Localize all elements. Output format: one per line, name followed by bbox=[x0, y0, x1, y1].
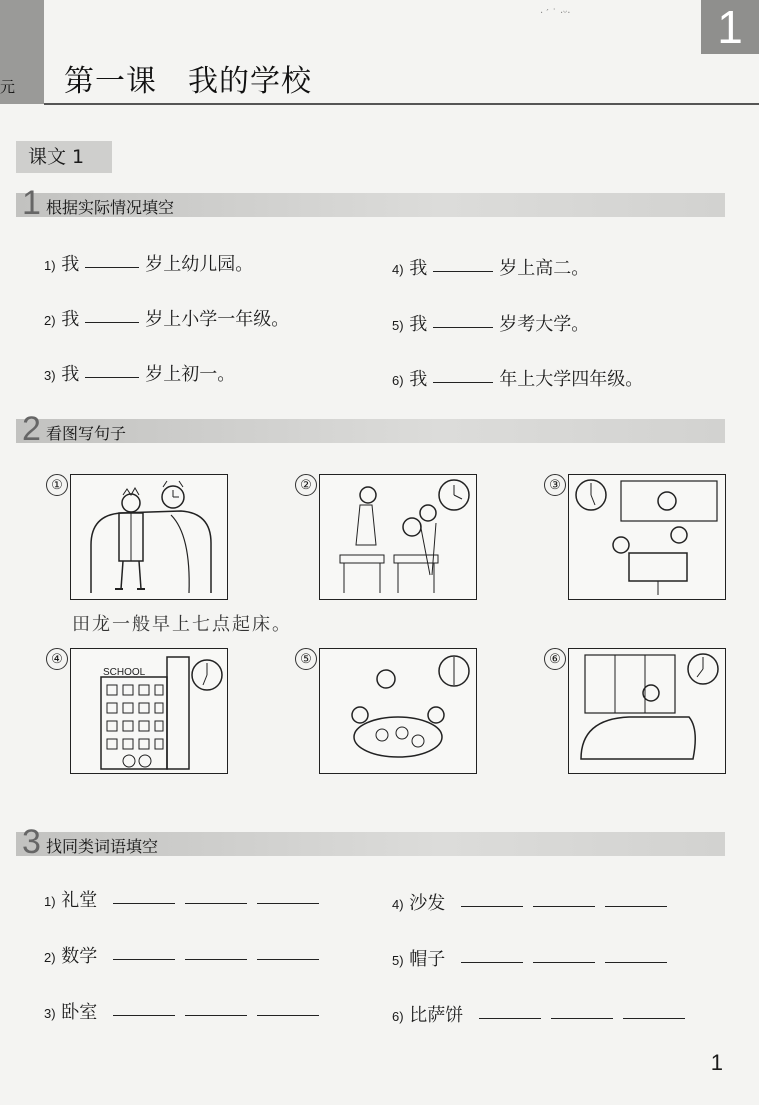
category-word: 礼堂 bbox=[61, 890, 98, 911]
picture-1-wake-up bbox=[70, 474, 228, 600]
item-number: 3) bbox=[44, 1006, 56, 1021]
item-suffix: 岁考大学。 bbox=[499, 314, 590, 335]
bedtime-illustration bbox=[569, 649, 725, 773]
wake-up-illustration bbox=[71, 475, 227, 599]
answer-blank[interactable] bbox=[551, 1017, 613, 1019]
answer-blank[interactable] bbox=[257, 902, 319, 904]
picture-4-school bbox=[70, 648, 228, 774]
unit-tab-text: 元 bbox=[0, 78, 16, 96]
dinner-illustration bbox=[569, 475, 725, 599]
category-word: 比萨饼 bbox=[409, 1005, 464, 1026]
answer-blank[interactable] bbox=[533, 961, 595, 963]
answer-blank[interactable] bbox=[85, 321, 139, 323]
answer-blank[interactable] bbox=[185, 958, 247, 960]
picture-marker-2: ② bbox=[295, 474, 317, 496]
lesson-title: 第一课 我的学校 bbox=[64, 64, 312, 99]
item-number: 4) bbox=[392, 897, 404, 912]
item-suffix: 岁上幼儿园。 bbox=[145, 254, 254, 275]
answer-blank[interactable] bbox=[461, 905, 523, 907]
item-suffix: 岁上初一。 bbox=[145, 364, 236, 385]
item-number: 3) bbox=[44, 368, 56, 383]
item-prefix: 我 bbox=[409, 314, 428, 335]
classroom-illustration bbox=[320, 475, 476, 599]
section-1-title: 根据实际情况填空 bbox=[46, 198, 175, 217]
section-2-header bbox=[16, 410, 725, 448]
fill-item-3 bbox=[44, 360, 235, 386]
item-number: 6) bbox=[392, 1009, 404, 1024]
picture-3-dinner bbox=[568, 474, 726, 600]
answer-blank[interactable] bbox=[623, 1017, 685, 1019]
category-word: 帽子 bbox=[409, 949, 446, 970]
category-word: 沙发 bbox=[409, 893, 446, 914]
unit-tab bbox=[0, 0, 44, 104]
item-prefix: 我 bbox=[61, 254, 80, 275]
answer-blank[interactable] bbox=[433, 270, 493, 272]
category-item-4 bbox=[392, 889, 667, 915]
item-number: 6) bbox=[392, 373, 404, 388]
answer-blank[interactable] bbox=[605, 905, 667, 907]
answer-blank[interactable] bbox=[257, 958, 319, 960]
category-item-2 bbox=[44, 942, 319, 968]
item-number: 4) bbox=[392, 262, 404, 277]
category-word: 卧室 bbox=[61, 1002, 98, 1023]
text-label: 课文 1 bbox=[16, 141, 112, 173]
fill-item-1 bbox=[44, 250, 253, 276]
picture-marker-3: ③ bbox=[544, 474, 566, 496]
fill-item-6 bbox=[392, 365, 643, 391]
picture-6-bedtime bbox=[568, 648, 726, 774]
item-number: 5) bbox=[392, 953, 404, 968]
section-1-header bbox=[16, 184, 725, 222]
item-prefix: 我 bbox=[61, 309, 80, 330]
item-suffix: 岁上小学一年级。 bbox=[145, 309, 290, 330]
item-suffix: 年上大学四年级。 bbox=[499, 369, 644, 390]
section-2-title: 看图写句子 bbox=[46, 424, 127, 443]
picture-5-lunch bbox=[319, 648, 477, 774]
lesson-number-badge: 1 bbox=[701, 0, 759, 54]
answer-blank[interactable] bbox=[113, 1014, 175, 1016]
category-item-6 bbox=[392, 1001, 685, 1027]
section-3-number: 3 bbox=[22, 823, 41, 861]
picture-marker-4: ④ bbox=[46, 648, 68, 670]
answer-blank[interactable] bbox=[85, 266, 139, 268]
section-3-header bbox=[16, 823, 725, 861]
section-3-title: 找同类词语填空 bbox=[46, 837, 159, 856]
category-item-3 bbox=[44, 998, 319, 1024]
answer-blank[interactable] bbox=[85, 376, 139, 378]
category-item-5 bbox=[392, 945, 667, 971]
item-prefix: 我 bbox=[61, 364, 80, 385]
item-number: 2) bbox=[44, 313, 56, 328]
answer-blank[interactable] bbox=[185, 902, 247, 904]
answer-blank[interactable] bbox=[605, 961, 667, 963]
answer-blank[interactable] bbox=[113, 902, 175, 904]
item-number: 1) bbox=[44, 258, 56, 273]
picture-marker-1: ① bbox=[46, 474, 68, 496]
item-suffix: 岁上高二。 bbox=[499, 258, 590, 279]
fill-item-5 bbox=[392, 310, 589, 336]
item-number: 1) bbox=[44, 894, 56, 909]
answer-blank[interactable] bbox=[257, 1014, 319, 1016]
item-prefix: 我 bbox=[409, 258, 428, 279]
scan-specks: · ′ ˙ ·ᵕ· bbox=[540, 8, 571, 19]
fill-item-2 bbox=[44, 305, 289, 331]
section-1-number: 1 bbox=[22, 184, 41, 222]
item-number: 5) bbox=[392, 318, 404, 333]
section-2-number: 2 bbox=[22, 410, 41, 448]
category-item-1 bbox=[44, 886, 319, 912]
answer-blank[interactable] bbox=[433, 381, 493, 383]
item-number: 2) bbox=[44, 950, 56, 965]
header-divider bbox=[44, 103, 759, 105]
page-number: 1 bbox=[710, 1050, 723, 1075]
fill-item-4 bbox=[392, 254, 589, 280]
answer-blank[interactable] bbox=[533, 905, 595, 907]
answer-blank[interactable] bbox=[185, 1014, 247, 1016]
picture-marker-6: ⑥ bbox=[544, 648, 566, 670]
answer-blank[interactable] bbox=[113, 958, 175, 960]
picture-2-classroom bbox=[319, 474, 477, 600]
answer-blank[interactable] bbox=[461, 961, 523, 963]
item-prefix: 我 bbox=[409, 369, 428, 390]
answer-blank[interactable] bbox=[479, 1017, 541, 1019]
school-illustration bbox=[71, 649, 227, 773]
answer-blank[interactable] bbox=[433, 326, 493, 328]
lunch-illustration bbox=[320, 649, 476, 773]
picture-marker-5: ⑤ bbox=[295, 648, 317, 670]
school-sign: SCHOOL bbox=[103, 667, 146, 678]
example-sentence: 田龙一般早上七点起床。 bbox=[72, 614, 292, 635]
category-word: 数学 bbox=[61, 946, 98, 967]
